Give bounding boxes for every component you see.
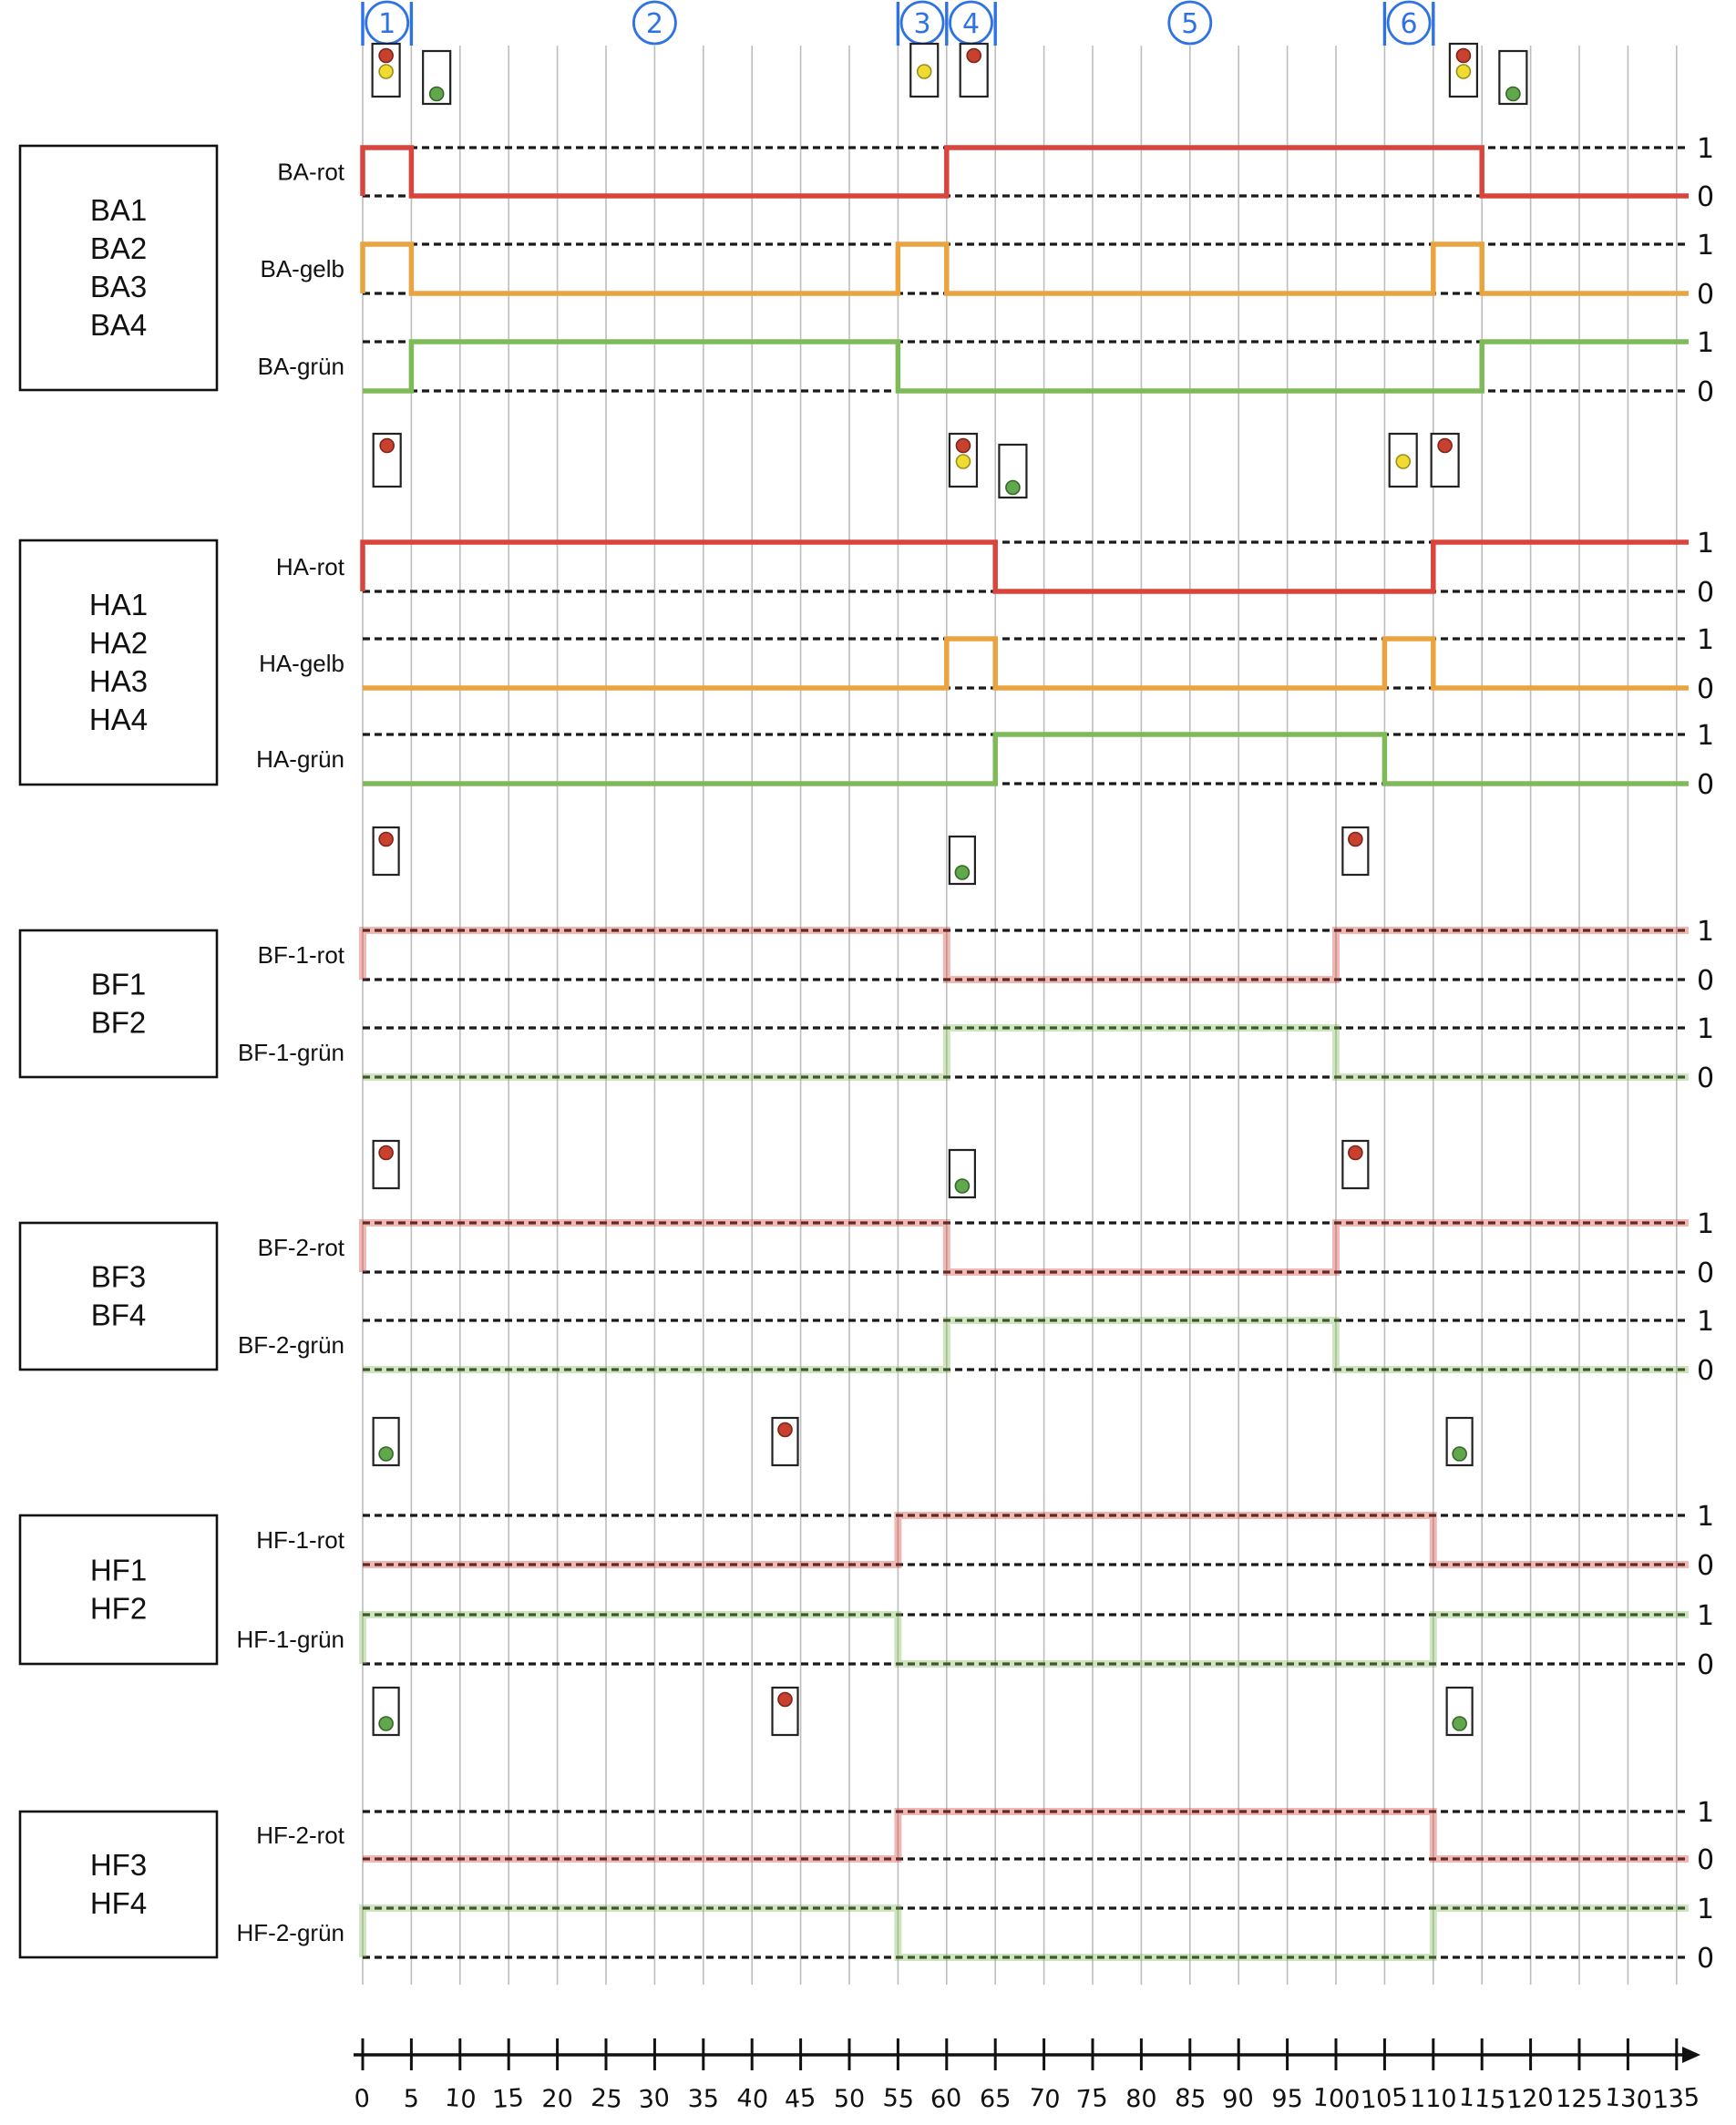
signal-row-BF-1-rot <box>258 916 1714 997</box>
green-light-dot <box>379 1447 393 1461</box>
level-label-high: 1 <box>1697 528 1715 559</box>
signal-trace-BA-rot <box>363 148 1689 196</box>
group-label: BA3 <box>89 270 148 303</box>
level-label-low: 0 <box>1697 769 1715 801</box>
traffic-light-icon <box>773 1418 798 1465</box>
group-label: BF3 <box>90 1259 147 1294</box>
group-label: HF1 <box>89 1553 148 1587</box>
group-box-frame <box>20 1515 217 1664</box>
signal-row-HF-1-rot <box>256 1501 1714 1582</box>
signal-trace-BF-1-rot <box>363 930 1689 980</box>
signal-row-label: HF-1-grün <box>236 1626 344 1653</box>
red-light-dot <box>1349 1146 1362 1160</box>
signal-row-HA-grün <box>256 720 1714 801</box>
signal-trace-HF-2-rot <box>363 1812 1689 1859</box>
signal-row-label: BF-1-grün <box>237 1039 344 1066</box>
level-label-high: 1 <box>1697 1600 1715 1632</box>
group-label: HF3 <box>89 1848 148 1882</box>
group-box-frame <box>20 930 217 1077</box>
traffic-light-icon <box>1447 1418 1473 1465</box>
level-label-high: 1 <box>1697 1501 1715 1533</box>
signal-group-BA <box>20 44 1714 408</box>
time-axis-tick-label: 5 <box>403 2085 419 2113</box>
group-box-BA <box>20 146 217 390</box>
traffic-light-icon <box>1499 51 1526 104</box>
time-axis-tick-label: 45 <box>783 2083 817 2115</box>
signal-trace-HA-gelb <box>363 639 1689 688</box>
red-light-dot <box>379 49 393 63</box>
traffic-light-icon <box>1342 827 1368 875</box>
level-label-high: 1 <box>1697 230 1715 262</box>
yellow-light-dot <box>918 65 931 78</box>
signal-trace-HF-1-rot <box>363 1515 1689 1565</box>
signal-trace-BA-grün <box>363 342 1689 391</box>
red-light-dot <box>380 439 394 453</box>
traffic-light-icon <box>910 44 938 97</box>
group-label: BA1 <box>89 193 148 227</box>
signal-row-BA-grün <box>258 327 1714 408</box>
phase-marker <box>950 2 992 44</box>
level-label-low: 0 <box>1697 673 1715 705</box>
yellow-light-dot <box>956 455 970 468</box>
yellow-light-dot <box>1456 65 1470 78</box>
level-label-low: 0 <box>1697 1258 1715 1289</box>
group-label: BA4 <box>89 308 148 342</box>
traffic-light-icon <box>1432 434 1459 487</box>
level-label-high: 1 <box>1697 133 1715 165</box>
signal-trace-HF-1-grün <box>363 1615 1689 1664</box>
level-label-low: 0 <box>1697 1649 1715 1681</box>
level-label-high: 1 <box>1697 1208 1715 1240</box>
signal-row-label: HA-grün <box>256 745 344 773</box>
green-light-dot <box>1453 1717 1466 1730</box>
time-gridlines <box>363 46 1677 1985</box>
red-light-dot <box>1438 439 1452 453</box>
signal-group-BF-1 <box>20 827 1714 1094</box>
signal-group-HF-1 <box>20 1418 1714 1681</box>
green-light-dot <box>430 87 444 101</box>
group-label: BF4 <box>90 1298 147 1332</box>
time-axis-tick-label: 65 <box>980 2085 1012 2113</box>
level-label-low: 0 <box>1697 1943 1715 1975</box>
traffic-light-icon <box>950 434 977 487</box>
phase-marker <box>901 2 943 44</box>
phase-marker <box>1388 2 1430 44</box>
group-box-BF-2 <box>20 1223 217 1370</box>
red-light-dot <box>778 1423 792 1437</box>
time-axis-arrow <box>1682 2047 1700 2063</box>
red-light-dot <box>1349 833 1362 847</box>
signal-row-label: HF-1-rot <box>256 1526 344 1554</box>
yellow-light-dot <box>1396 455 1410 468</box>
phase-marker <box>366 2 408 44</box>
group-box-frame <box>20 1812 217 1957</box>
time-axis-tick-label: 10 <box>444 2083 478 2115</box>
traffic-light-icon <box>1447 1688 1473 1735</box>
level-label-high: 1 <box>1697 720 1715 752</box>
red-light-dot <box>379 1146 393 1160</box>
time-axis-tick-label: 0 <box>353 2084 372 2114</box>
signal-row-label: HF-2-grün <box>236 1919 344 1946</box>
group-box-HF-2 <box>20 1812 217 1957</box>
signal-row-BF-2-rot <box>258 1208 1714 1289</box>
green-light-dot <box>955 1179 969 1193</box>
signal-row-BF-2-grün <box>238 1306 1714 1387</box>
time-axis-tick-label: 85 <box>1174 2083 1207 2115</box>
traffic-light-icon <box>950 1150 975 1197</box>
time-axis-tick-label: 55 <box>881 2083 916 2115</box>
red-light-dot <box>379 833 393 847</box>
group-box-frame <box>20 540 217 785</box>
signal-row-label: BF-1-rot <box>257 941 344 969</box>
phase-marker <box>633 2 675 44</box>
signal-trace-HA-grün <box>363 734 1689 784</box>
signal-group-BF-2 <box>20 1141 1714 1387</box>
green-light-dot <box>1006 481 1020 495</box>
signal-row-label: BF-2-grün <box>237 1331 344 1359</box>
level-label-high: 1 <box>1697 1306 1715 1338</box>
level-label-low: 0 <box>1697 279 1715 311</box>
traffic-light-icon <box>1450 44 1477 97</box>
time-axis-tick-label: 105 <box>1360 2083 1409 2115</box>
time-axis-tick-label: 15 <box>491 2083 525 2115</box>
signal-row-label: BA-gelb <box>260 255 344 282</box>
level-label-low: 0 <box>1697 1844 1715 1876</box>
green-light-dot <box>1453 1447 1466 1461</box>
level-label-high: 1 <box>1697 1894 1715 1925</box>
level-label-high: 1 <box>1697 1797 1715 1829</box>
phase-boundary-lines <box>363 2 1433 46</box>
green-light-dot <box>1506 87 1520 101</box>
traffic-light-icon <box>423 51 450 104</box>
time-axis-tick-label: 115 <box>1458 2083 1507 2115</box>
group-label: BA2 <box>89 231 148 265</box>
traffic-light-icon <box>960 44 988 97</box>
traffic-light-icon <box>1390 434 1417 487</box>
time-axis-tick-label: 40 <box>735 2083 770 2115</box>
level-label-low: 0 <box>1697 1355 1715 1387</box>
signal-row-label: BF-2-rot <box>257 1234 344 1261</box>
signal-row-BA-gelb <box>261 230 1715 311</box>
group-label: BF1 <box>90 967 147 1001</box>
red-light-dot <box>778 1693 792 1707</box>
signal-trace-BF-1-grün <box>363 1028 1689 1077</box>
signal-trace-BA-gelb <box>363 244 1689 293</box>
level-label-high: 1 <box>1697 327 1715 359</box>
level-label-high: 1 <box>1697 1013 1715 1045</box>
time-axis-tick-label: 20 <box>541 2085 573 2113</box>
traffic-light-icon <box>374 1418 399 1465</box>
level-label-low: 0 <box>1697 181 1715 213</box>
group-label: HA3 <box>88 664 149 698</box>
time-axis-tick-label: 120 <box>1505 2083 1555 2115</box>
level-label-low: 0 <box>1697 577 1715 609</box>
yellow-light-dot <box>379 65 393 78</box>
time-axis-tick-label: 125 <box>1556 2085 1603 2113</box>
traffic-light-icon <box>374 827 399 875</box>
group-label: HA4 <box>88 703 149 736</box>
signal-group-HF-2 <box>20 1688 1714 1975</box>
time-axis-tick-label: 110 <box>1410 2085 1457 2113</box>
traffic-light-icon <box>1342 1141 1368 1188</box>
group-label: BF2 <box>90 1005 147 1040</box>
signal-trace-HA-rot <box>363 542 1689 591</box>
signal-row-label: BA-rot <box>277 158 344 186</box>
level-label-high: 1 <box>1697 916 1715 948</box>
phase-number: 5 <box>1181 8 1199 40</box>
time-axis-tick-label: 100 <box>1311 2083 1361 2115</box>
red-light-dot <box>956 439 970 453</box>
level-label-low: 0 <box>1697 965 1715 997</box>
traffic-light-icon <box>374 1141 399 1188</box>
signal-row-label: BA-grün <box>257 353 344 380</box>
phase-number: 1 <box>378 8 396 40</box>
signal-row-BF-1-grün <box>238 1013 1714 1094</box>
group-box-frame <box>20 1223 217 1370</box>
phase-marker <box>1169 2 1211 44</box>
phase-number: 2 <box>645 8 663 40</box>
traffic-light-icon <box>950 837 975 884</box>
group-box-HF-1 <box>20 1515 217 1664</box>
signal-row-label: HF-2-rot <box>256 1822 344 1849</box>
time-axis-tick-label: 25 <box>590 2083 623 2115</box>
time-axis <box>354 2038 1700 2115</box>
green-light-dot <box>379 1717 393 1730</box>
group-label: HA2 <box>88 626 149 660</box>
signal-trace-HF-2-grün <box>363 1908 1689 1957</box>
level-label-low: 0 <box>1697 1062 1715 1094</box>
signal-group-HA <box>20 434 1714 801</box>
level-label-high: 1 <box>1697 624 1715 656</box>
traffic-light-icon <box>374 1688 399 1735</box>
time-axis-tick-label: 95 <box>1271 2085 1303 2113</box>
phase-number: 3 <box>913 8 931 40</box>
signal-row-label: HA-rot <box>275 553 344 580</box>
signal-row-label: HA-gelb <box>259 650 344 677</box>
traffic-light-icon <box>999 445 1026 498</box>
signal-trace-BF-2-rot <box>363 1223 1689 1272</box>
traffic-light-icon <box>773 1688 798 1735</box>
time-axis-tick-label: 90 <box>1221 2083 1255 2115</box>
phase-number: 4 <box>961 8 981 40</box>
time-axis-tick-label: 30 <box>637 2083 672 2115</box>
group-label: HA1 <box>88 588 149 621</box>
group-label: HF2 <box>89 1591 148 1626</box>
time-axis-tick-label: 35 <box>687 2085 719 2113</box>
group-box-frame <box>20 146 217 390</box>
traffic-light-icon <box>374 434 401 487</box>
signal-row-HF-2-grün <box>237 1894 1715 1975</box>
level-label-low: 0 <box>1697 1550 1715 1582</box>
group-box-BF-1 <box>20 930 217 1077</box>
red-light-dot <box>1456 49 1470 63</box>
time-axis-tick-label: 130 <box>1604 2083 1653 2115</box>
time-axis-tick-label: 70 <box>1027 2083 1062 2115</box>
group-label: HF4 <box>89 1886 148 1920</box>
signal-row-HF-1-grün <box>237 1600 1715 1681</box>
level-label-low: 0 <box>1697 376 1715 408</box>
time-axis-tick-label: 80 <box>1125 2085 1157 2113</box>
signal-row-HF-2-rot <box>256 1797 1714 1876</box>
signal-row-HA-gelb <box>259 624 1714 705</box>
phase-number: 6 <box>1400 8 1418 40</box>
signal-trace-BF-2-grün <box>363 1320 1689 1370</box>
time-axis-tick-label: 50 <box>833 2085 866 2113</box>
red-light-dot <box>967 49 981 63</box>
traffic-light-icon <box>373 44 400 97</box>
time-axis-tick-label: 60 <box>929 2083 963 2115</box>
time-axis-tick-label: 75 <box>1075 2083 1109 2115</box>
group-box-HA <box>20 540 217 785</box>
green-light-dot <box>955 866 969 879</box>
time-axis-tick-label: 135 <box>1651 2083 1700 2115</box>
